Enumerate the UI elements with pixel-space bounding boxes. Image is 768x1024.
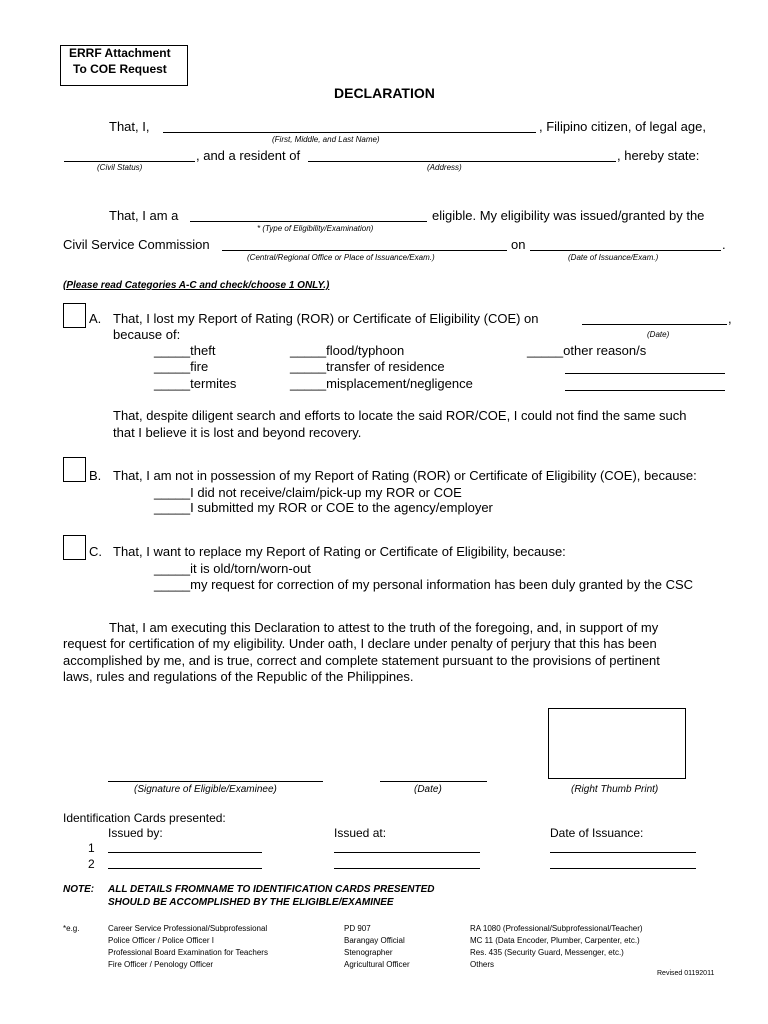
lost-date-field[interactable] — [582, 324, 727, 325]
intro-hereby-state: , hereby state: — [617, 148, 700, 163]
example-col3-2: MC 11 (Data Encoder, Plumber, Carpenter, etc.) — [470, 936, 640, 945]
examples-label: *e.g. — [63, 924, 80, 933]
example-col2-1: PD 907 — [344, 924, 371, 933]
thumb-print-box[interactable] — [548, 708, 686, 779]
intro-resident-text: , and a resident of — [196, 148, 301, 163]
eligibility-type-field[interactable] — [190, 221, 427, 222]
category-c-option-worn[interactable]: _____it is old/torn/worn-out — [154, 561, 311, 576]
col-issued-at: Issued at: — [334, 826, 387, 840]
eligibility-period: . — [722, 237, 726, 252]
id-row-number-1: 1 — [88, 841, 95, 855]
civil-status-field[interactable] — [64, 161, 195, 162]
caption-name: (First, Middle, and Last Name) — [272, 135, 380, 144]
reason-termites[interactable]: _____termites — [154, 376, 237, 391]
reason-transfer[interactable]: _____transfer of residence — [290, 359, 445, 374]
category-c-text: That, I want to replace my Report of Rating or Certificate of Eligibility, because: — [113, 544, 566, 559]
reason-theft[interactable]: _____theft — [154, 343, 216, 358]
revision-stamp: Revised 01192011 — [657, 970, 715, 977]
example-col3-1: RA 1080 (Professional/Subprofessional/Teacher) — [470, 924, 643, 933]
id1-issued-by-field[interactable] — [108, 852, 262, 853]
attachment-label-line2: To COE Request — [73, 62, 167, 76]
intro-citizen-text: , Filipino citizen, of legal age, — [539, 119, 706, 134]
note-line-1: ALL DETAILS FROMNAME TO IDENTIFICATION CARDS PRESENTED — [108, 884, 435, 895]
category-c-option-correction[interactable]: _____my request for correction of my personal information has been duly granted by the CSC — [154, 577, 694, 592]
reason-flood[interactable]: _____flood/typhoon — [290, 343, 405, 358]
issuance-office-field[interactable] — [222, 250, 507, 251]
signature-date-field[interactable] — [380, 781, 487, 782]
caption-issuance-date: (Date of Issuance/Exam.) — [568, 253, 659, 262]
category-b-text: That, I am not in possession of my Report of Rating (ROR) or Certificate of Eligibility (COE), because: — [113, 468, 697, 483]
id-row-number-2: 2 — [88, 857, 95, 871]
category-c-checkbox[interactable] — [63, 535, 86, 560]
issuance-date-field[interactable] — [530, 250, 721, 251]
col-date-of-issuance: Date of Issuance: — [550, 826, 644, 840]
id2-issued-at-field[interactable] — [334, 868, 480, 869]
note-line-2: SHOULD BE ACCOMPLISHED BY THE ELIGIBLE/EXAMINEE — [108, 897, 394, 908]
caption-eligibility-type: * (Type of Eligibility/Examination) — [257, 224, 374, 233]
full-name-field[interactable] — [163, 132, 536, 133]
reason-other[interactable]: _____other reason/s — [527, 343, 647, 358]
oath-line-4: laws, rules and regulations of the Republic of the Philippines. — [63, 669, 414, 684]
category-a-lost-text: That, I lost my Report of Rating (ROR) or Certificate of Eligibility (COE) on — [113, 311, 539, 326]
eligibility-that-i-am: That, I am a — [109, 208, 179, 223]
reason-fire[interactable]: _____fire — [154, 359, 209, 374]
oath-line-3: accomplished by me, and is true, correct and complete statement pursuant to the provisions of pertinent — [63, 653, 660, 668]
col-issued-by: Issued by: — [108, 826, 163, 840]
id-cards-heading: Identification Cards presented: — [63, 811, 226, 825]
category-a-letter: A. — [89, 311, 102, 326]
example-col3-4: Others — [470, 960, 495, 969]
category-b-option-submitted[interactable]: _____I submitted my ROR or COE to the agency/employer — [154, 500, 493, 515]
example-col1-4: Fire Officer / Penology Officer — [108, 960, 214, 969]
category-a-because: because of: — [113, 327, 181, 342]
reason-misplacement[interactable]: _____misplacement/negligence — [290, 376, 473, 391]
example-col1-3: Professional Board Examination for Teachers — [108, 948, 268, 957]
category-a-comma: , — [728, 311, 732, 326]
caption-signature-date: (Date) — [414, 784, 442, 795]
category-a-search-para-1: That, despite diligent search and efforts to locate the said ROR/COE, I could not find the same such — [113, 408, 687, 423]
example-col1-2: Police Officer / Police Officer I — [108, 936, 214, 945]
note-label: NOTE: — [63, 884, 95, 895]
oath-line-1: That, I am executing this Declaration to attest to the truth of the foregoing, and, in support of my — [109, 620, 659, 635]
caption-thumb-print: (Right Thumb Print) — [571, 784, 659, 795]
eligibility-on-text: on — [511, 237, 526, 252]
categories-instruction: (Please read Categories A-C and check/choose 1 ONLY.) — [63, 280, 330, 291]
caption-lost-date: (Date) — [647, 330, 670, 339]
other-reason-line-2[interactable] — [565, 390, 725, 391]
id1-date-field[interactable] — [550, 852, 696, 853]
example-col3-3: Res. 435 (Security Guard, Messenger, etc.) — [470, 948, 624, 957]
caption-issuance-office: (Central/Regional Office or Place of Issuance/Exam.) — [247, 253, 435, 262]
category-b-checkbox[interactable] — [63, 457, 86, 482]
attachment-label-line1: ERRF Attachment — [69, 46, 171, 60]
category-b-option-not-received[interactable]: _____I did not receive/claim/pick-up my ROR or COE — [154, 485, 462, 500]
id2-date-field[interactable] — [550, 868, 696, 869]
address-field[interactable] — [308, 161, 616, 162]
eligibility-granted-text: eligible. My eligibility was issued/granted by the — [432, 208, 705, 223]
example-col2-3: Stenographer — [344, 948, 393, 957]
caption-signature: (Signature of Eligible/Examinee) — [134, 784, 277, 795]
example-col2-2: Barangay Official — [344, 936, 405, 945]
page-title: DECLARATION — [334, 85, 435, 101]
id1-issued-at-field[interactable] — [334, 852, 480, 853]
other-reason-line-1[interactable] — [565, 373, 725, 374]
category-a-checkbox[interactable] — [63, 303, 86, 328]
caption-address: (Address) — [427, 163, 462, 172]
oath-line-2: request for certification of my eligibility. Under oath, I declare under penalty of perjury that this has been — [63, 636, 657, 651]
example-col1-1: Career Service Professional/Subprofessional — [108, 924, 268, 933]
category-b-letter: B. — [89, 468, 102, 483]
category-c-letter: C. — [89, 544, 102, 559]
eligibility-csc-text: Civil Service Commission — [63, 237, 210, 252]
caption-civil-status: (Civil Status) — [97, 163, 143, 172]
signature-field[interactable] — [108, 781, 323, 782]
intro-that-i: That, I, — [109, 119, 150, 134]
category-a-search-para-2: that I believe it is lost and beyond recovery. — [113, 425, 362, 440]
id2-issued-by-field[interactable] — [108, 868, 262, 869]
example-col2-4: Agricultural Officer — [344, 960, 410, 969]
